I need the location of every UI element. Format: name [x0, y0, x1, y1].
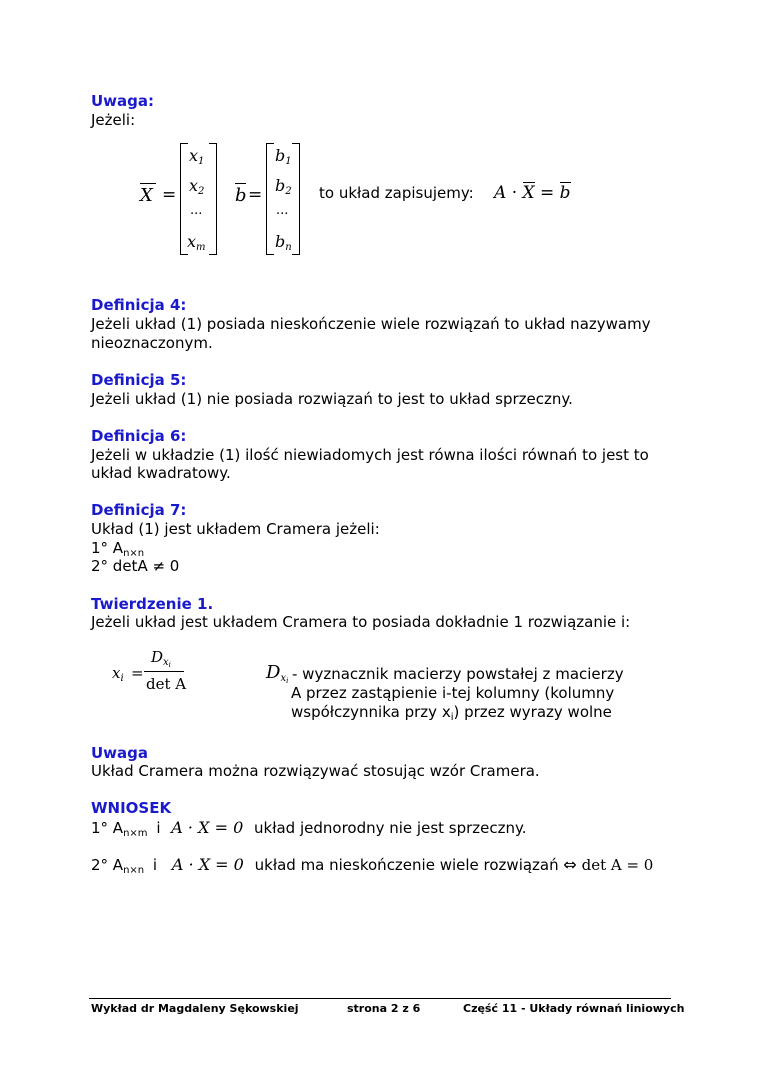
def5-heading: Definicja 5:: [91, 371, 187, 389]
x-vector-label: X: [140, 185, 153, 206]
x-equals: =: [162, 185, 177, 205]
x-entry-1: $x_1$: [189, 146, 205, 167]
b-left-bracket: [266, 143, 274, 255]
cramer-eq: =: [131, 664, 144, 682]
cramer-fraction-line: [144, 671, 184, 672]
d-xi-desc3: współczynnika przy $x_i$) przez wyrazy wolne: [291, 703, 612, 723]
def5-line1: Jeżeli układ (1) nie posiada rozwiązań to jest to układ sprzeczny.: [91, 390, 573, 408]
d-xi-desc2: A przez zastąpienie i-tej kolumny (kolumny: [291, 684, 615, 702]
x-right-bracket: [209, 143, 217, 255]
def4-line2: nieoznaczonym.: [91, 334, 213, 352]
cramer-denominator: det A: [146, 675, 187, 693]
x-entry-m: $x_m$: [187, 232, 206, 253]
def7-cond2: 2° detA ≠ 0: [91, 557, 180, 575]
b-entry-2: $b_2$: [275, 176, 292, 197]
def6-line1: Jeżeli w układzie (1) ilość niewiadomych jest równa ilości równań to jest to: [91, 446, 649, 464]
uwaga-heading: Uwaga:: [91, 92, 155, 110]
footer-part-title: Część 11 - Układy równań liniowych: [463, 1002, 685, 1015]
def7-line1: Układ (1) jest układem Cramera jeżeli:: [91, 520, 380, 538]
x-entry-dots: ...: [190, 203, 203, 218]
b-right-bracket: [292, 143, 300, 255]
b-overbar: [235, 183, 246, 184]
wniosek-row2: 2° $A_{n\times n}$ i A · X = 0 układ ma nieskończenie wiele rozwiązań ⇔ det A = 0: [91, 855, 654, 876]
footer-author: Wykład dr Magdaleny Sękowskiej: [91, 1002, 299, 1015]
uwaga-text: Jeżeli:: [91, 111, 136, 129]
matrix-caption: to układ zapisujemy:: [319, 184, 474, 202]
tw1-heading: Twierdzenie 1.: [91, 595, 214, 613]
wniosek-heading: WNIOSEK: [91, 799, 172, 817]
footer-rule: [89, 998, 671, 999]
b-vector-label: b: [235, 185, 247, 206]
uwaga2-line1: Układ Cramera można rozwiązywać stosując wzór Cramera.: [91, 762, 540, 780]
matrix-formula: A · X = b: [494, 183, 571, 203]
b-entry-dots: ...: [276, 203, 289, 218]
cramer-xi: $x_i$: [112, 664, 124, 684]
b-entry-1: $b_1$: [275, 146, 292, 167]
def4-heading: Definicja 4:: [91, 296, 187, 314]
def6-heading: Definicja 6:: [91, 427, 187, 445]
b-entry-n: $b_n$: [275, 232, 292, 253]
def6-line2: układ kwadratowy.: [91, 464, 231, 482]
wniosek-row1: 1° $A_{n\times m}$ i A · X = 0 układ jednorodny nie jest sprzeczny.: [91, 818, 527, 839]
uwaga2-heading: Uwaga: [91, 744, 149, 762]
x-entry-2: $x_2$: [189, 176, 205, 197]
def7-heading: Definicja 7:: [91, 501, 187, 519]
footer-page-number: strona 2 z 6: [347, 1002, 421, 1015]
def7-cond1: 1° $A_{n\times n}$: [91, 539, 145, 559]
tw1-line1: Jeżeli układ jest układem Cramera to posiada dokładnie 1 rozwiązanie i:: [91, 613, 631, 631]
d-xi-desc1: - wyznacznik macierzy powstałej z macierzy: [292, 665, 624, 683]
def4-line1: Jeżeli układ (1) posiada nieskończenie wiele rozwiązań to układ nazywamy: [91, 315, 651, 333]
d-xi-symbol: $D_{xi}$: [266, 662, 289, 685]
x-overbar: [140, 183, 156, 184]
cramer-numerator: $D_{xi}$: [151, 648, 171, 669]
b-equals: =: [248, 185, 263, 205]
